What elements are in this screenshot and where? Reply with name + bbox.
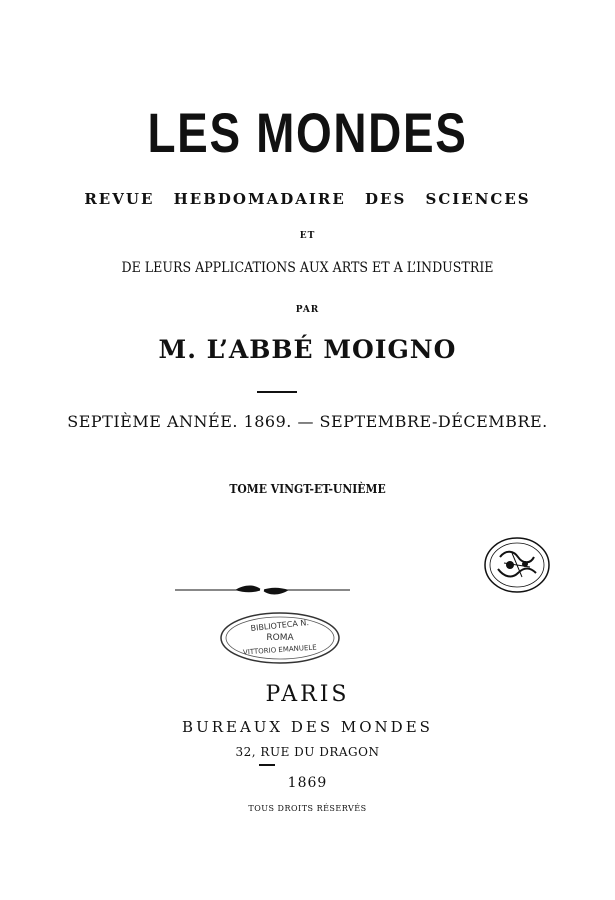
publisher-name: BUREAUX DES MONDES xyxy=(182,718,433,736)
publisher-address: 32, RUE DU DRAGON xyxy=(235,745,380,759)
publication-year: 1869 xyxy=(287,775,328,791)
library-seal-icon xyxy=(482,535,552,595)
svg-text:BIBLIOTECA N.: BIBLIOTECA N. xyxy=(250,617,310,634)
svg-text:VITTORIO EMANUELE: VITTORIO EMANUELE xyxy=(242,643,317,657)
publication-city: PARIS xyxy=(265,682,350,707)
decorative-ornament-icon xyxy=(175,583,350,597)
conjunction-text: ET xyxy=(299,231,316,241)
applications-text: DE LEURS APPLICATIONS AUX ARTS ET A L’INDUSTRIE xyxy=(121,260,494,276)
author-name: M. L’ABBÉ MOIGNO xyxy=(158,335,457,364)
library-stamp-icon xyxy=(218,610,342,666)
journal-subtitle: REVUE HEBDOMADAIRE DES SCIENCES xyxy=(84,190,531,208)
volume-label: TOME VINGT-ET-UNIÈME xyxy=(229,482,386,496)
author-divider xyxy=(257,391,297,393)
by-text: PAR xyxy=(295,305,320,315)
svg-text:ROMA: ROMA xyxy=(266,633,294,643)
edition-year-line: SEPTIÈME ANNÉE. 1869. — SEPTEMBRE-DÉCEMBRE. xyxy=(67,412,548,431)
year-divider xyxy=(259,764,275,766)
journal-title: LES MONDES xyxy=(147,101,468,164)
rights-notice: TOUS DROITS RÉSERVÉS xyxy=(248,804,367,813)
